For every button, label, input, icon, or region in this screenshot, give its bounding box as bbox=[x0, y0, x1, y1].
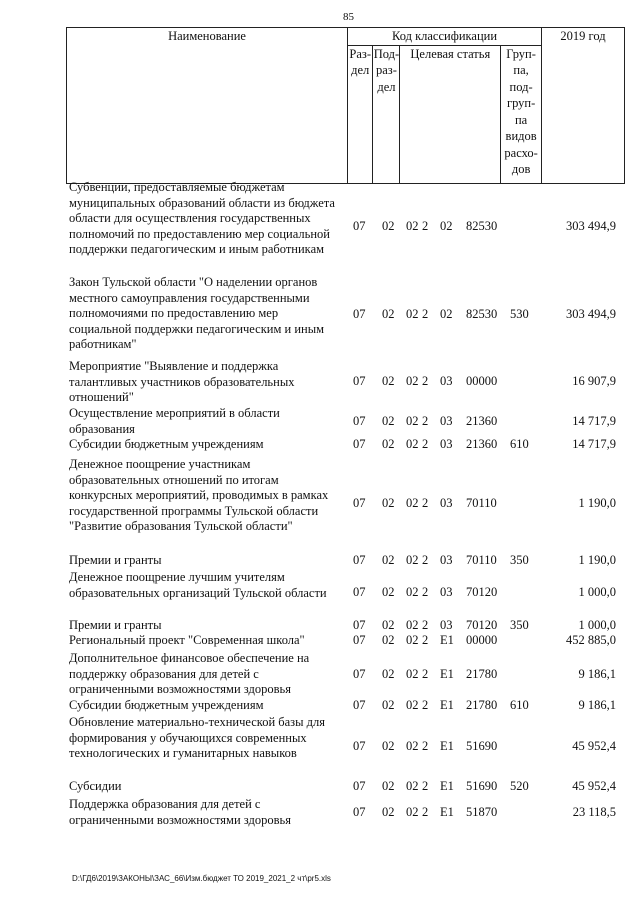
row-direction: 51870 bbox=[466, 805, 498, 819]
row-direction: 51690 bbox=[466, 739, 498, 753]
row-razdel: 07 bbox=[353, 618, 366, 632]
row-podrazdel: 02 bbox=[382, 698, 395, 712]
header-target-article: Целевая статья bbox=[400, 45, 501, 183]
row-amount: 1 190,0 bbox=[578, 496, 616, 510]
row-event: 03 bbox=[440, 585, 453, 599]
row-razdel: 07 bbox=[353, 805, 366, 819]
table-header bbox=[66, 27, 625, 184]
row-subprogram: 2 bbox=[422, 618, 429, 632]
row-name: Закон Тульской области "О наделении органов местного самоуправления государственными полномочиями по предоставлению мер социальной поддержки педагогическим и иным работникам" bbox=[69, 275, 325, 351]
row-podrazdel: 02 bbox=[382, 633, 395, 647]
row-program: 02 bbox=[406, 374, 419, 388]
row-amount: 452 885,0 bbox=[566, 633, 616, 647]
row-direction: 82530 bbox=[466, 219, 498, 233]
row-expense-type: 530 bbox=[510, 307, 529, 321]
row-program: 02 bbox=[406, 779, 419, 793]
row-program: 02 bbox=[406, 698, 419, 712]
row-name: Премии и гранты bbox=[69, 553, 162, 567]
row-event: E1 bbox=[440, 667, 454, 681]
row-name: Региональный проект "Современная школа" bbox=[69, 633, 305, 647]
row-program: 02 bbox=[406, 414, 419, 428]
row-razdel: 07 bbox=[353, 779, 366, 793]
row-podrazdel: 02 bbox=[382, 219, 395, 233]
row-subprogram: 2 bbox=[422, 739, 429, 753]
row-amount: 16 907,9 bbox=[572, 374, 616, 388]
row-amount: 14 717,9 bbox=[572, 437, 616, 451]
row-podrazdel: 02 bbox=[382, 553, 395, 567]
row-podrazdel: 02 bbox=[382, 739, 395, 753]
row-direction: 82530 bbox=[466, 307, 498, 321]
row-podrazdel: 02 bbox=[382, 667, 395, 681]
row-podrazdel: 02 bbox=[382, 618, 395, 632]
row-amount: 23 118,5 bbox=[572, 805, 616, 819]
row-podrazdel: 02 bbox=[382, 437, 395, 451]
row-subprogram: 2 bbox=[422, 496, 429, 510]
file-path-footer: D:\ГД6\2019\ЗАКОНЫ\ЗАС_66\Изм.бюджет ТО 2019_2021_2 чт\pr5.xls bbox=[72, 874, 331, 883]
row-direction: 51690 bbox=[466, 779, 498, 793]
row-direction: 00000 bbox=[466, 633, 498, 647]
row-expense-type: 350 bbox=[510, 618, 529, 632]
row-name: Субвенции, предоставляемые бюджетам муниципальных образований области из бюджета области для осуществления государственных полномочий по предоставлению мер социальной поддержки педагогическим и иным работникам bbox=[69, 180, 335, 256]
row-direction: 21360 bbox=[466, 414, 498, 428]
row-razdel: 07 bbox=[353, 739, 366, 753]
row-razdel: 07 bbox=[353, 414, 366, 428]
row-subprogram: 2 bbox=[422, 698, 429, 712]
row-razdel: 07 bbox=[353, 307, 366, 321]
row-event: 03 bbox=[440, 618, 453, 632]
row-name: Премии и гранты bbox=[69, 618, 162, 632]
row-razdel: 07 bbox=[353, 667, 366, 681]
row-subprogram: 2 bbox=[422, 374, 429, 388]
row-subprogram: 2 bbox=[422, 307, 429, 321]
row-event: 03 bbox=[440, 496, 453, 510]
row-podrazdel: 02 bbox=[382, 779, 395, 793]
row-program: 02 bbox=[406, 307, 419, 321]
page-number: 85 bbox=[343, 11, 354, 23]
row-expense-type: 610 bbox=[510, 437, 529, 451]
row-expense-type: 520 bbox=[510, 779, 529, 793]
row-expense-type: 350 bbox=[510, 553, 529, 567]
row-event: E1 bbox=[440, 698, 454, 712]
row-name: Обновление материально-технической базы для формирования у обучающихся современных технологических и гуманитарных навыков bbox=[69, 715, 325, 760]
row-subprogram: 2 bbox=[422, 437, 429, 451]
row-program: 02 bbox=[406, 553, 419, 567]
header-expense-type: Груп- па, под- груп- па видов расхо- дов bbox=[501, 45, 542, 183]
row-direction: 21780 bbox=[466, 698, 498, 712]
row-subprogram: 2 bbox=[422, 805, 429, 819]
row-program: 02 bbox=[406, 667, 419, 681]
row-direction: 70120 bbox=[466, 618, 498, 632]
row-amount: 45 952,4 bbox=[572, 779, 616, 793]
row-event: E1 bbox=[440, 805, 454, 819]
row-podrazdel: 02 bbox=[382, 585, 395, 599]
row-name: Денежное поощрение лучшим учителям образовательных организаций Тульской области bbox=[69, 570, 327, 600]
header-name: Наименование bbox=[67, 28, 348, 184]
row-program: 02 bbox=[406, 618, 419, 632]
row-program: 02 bbox=[406, 496, 419, 510]
header-year: 2019 год bbox=[542, 28, 625, 184]
row-podrazdel: 02 bbox=[382, 374, 395, 388]
row-amount: 45 952,4 bbox=[572, 739, 616, 753]
row-program: 02 bbox=[406, 739, 419, 753]
row-razdel: 07 bbox=[353, 698, 366, 712]
row-name: Субсидии бюджетным учреждениям bbox=[69, 437, 264, 451]
row-amount: 14 717,9 bbox=[572, 414, 616, 428]
row-razdel: 07 bbox=[353, 219, 366, 233]
row-name: Денежное поощрение участникам образовательных отношений по итогам конкурсных мероприятий, проводимых в рамках государственной программы Тульской области "Развитие образования Тульской области" bbox=[69, 457, 329, 533]
row-podrazdel: 02 bbox=[382, 307, 395, 321]
row-subprogram: 2 bbox=[422, 585, 429, 599]
row-program: 02 bbox=[406, 219, 419, 233]
row-event: 03 bbox=[440, 374, 453, 388]
row-name: Субсидии bbox=[69, 779, 122, 793]
row-subprogram: 2 bbox=[422, 779, 429, 793]
row-program: 02 bbox=[406, 633, 419, 647]
header-classification: Код классификации bbox=[348, 28, 542, 46]
header-podrazdel: Под- раз- дел bbox=[373, 45, 400, 183]
row-podrazdel: 02 bbox=[382, 805, 395, 819]
row-expense-type: 610 bbox=[510, 698, 529, 712]
row-razdel: 07 bbox=[353, 374, 366, 388]
row-program: 02 bbox=[406, 585, 419, 599]
row-name: Субсидии бюджетным учреждениям bbox=[69, 698, 264, 712]
row-direction: 70120 bbox=[466, 585, 498, 599]
row-podrazdel: 02 bbox=[382, 414, 395, 428]
row-direction: 00000 bbox=[466, 374, 498, 388]
row-event: 02 bbox=[440, 307, 453, 321]
row-amount: 9 186,1 bbox=[578, 698, 616, 712]
row-event: 03 bbox=[440, 553, 453, 567]
row-amount: 303 494,9 bbox=[566, 219, 616, 233]
row-direction: 70110 bbox=[466, 553, 497, 567]
row-amount: 1 000,0 bbox=[578, 585, 616, 599]
row-event: 02 bbox=[440, 219, 453, 233]
row-podrazdel: 02 bbox=[382, 496, 395, 510]
row-subprogram: 2 bbox=[422, 219, 429, 233]
row-name: Мероприятие "Выявление и поддержка талантливых участников образовательных отношений" bbox=[69, 359, 295, 404]
header-razdel: Раз- дел bbox=[348, 45, 373, 183]
row-name: Осуществление мероприятий в области образования bbox=[69, 406, 280, 436]
row-amount: 1 190,0 bbox=[578, 553, 616, 567]
row-event: 03 bbox=[440, 437, 453, 451]
row-direction: 21780 bbox=[466, 667, 498, 681]
row-subprogram: 2 bbox=[422, 553, 429, 567]
row-amount: 1 000,0 bbox=[578, 618, 616, 632]
row-razdel: 07 bbox=[353, 437, 366, 451]
row-amount: 9 186,1 bbox=[578, 667, 616, 681]
row-razdel: 07 bbox=[353, 585, 366, 599]
row-razdel: 07 bbox=[353, 496, 366, 510]
row-name: Поддержка образования для детей с ограниченными возможностями здоровья bbox=[69, 797, 291, 827]
row-event: 03 bbox=[440, 414, 453, 428]
row-subprogram: 2 bbox=[422, 667, 429, 681]
row-razdel: 07 bbox=[353, 633, 366, 647]
row-event: E1 bbox=[440, 633, 454, 647]
row-subprogram: 2 bbox=[422, 414, 429, 428]
row-subprogram: 2 bbox=[422, 633, 429, 647]
row-event: E1 bbox=[440, 739, 454, 753]
row-name: Дополнительное финансовое обеспечение на поддержку образования для детей с ограниченными возможностями здоровья bbox=[69, 651, 310, 696]
row-razdel: 07 bbox=[353, 553, 366, 567]
row-event: E1 bbox=[440, 779, 454, 793]
row-direction: 21360 bbox=[466, 437, 498, 451]
row-direction: 70110 bbox=[466, 496, 497, 510]
row-program: 02 bbox=[406, 805, 419, 819]
row-amount: 303 494,9 bbox=[566, 307, 616, 321]
row-program: 02 bbox=[406, 437, 419, 451]
